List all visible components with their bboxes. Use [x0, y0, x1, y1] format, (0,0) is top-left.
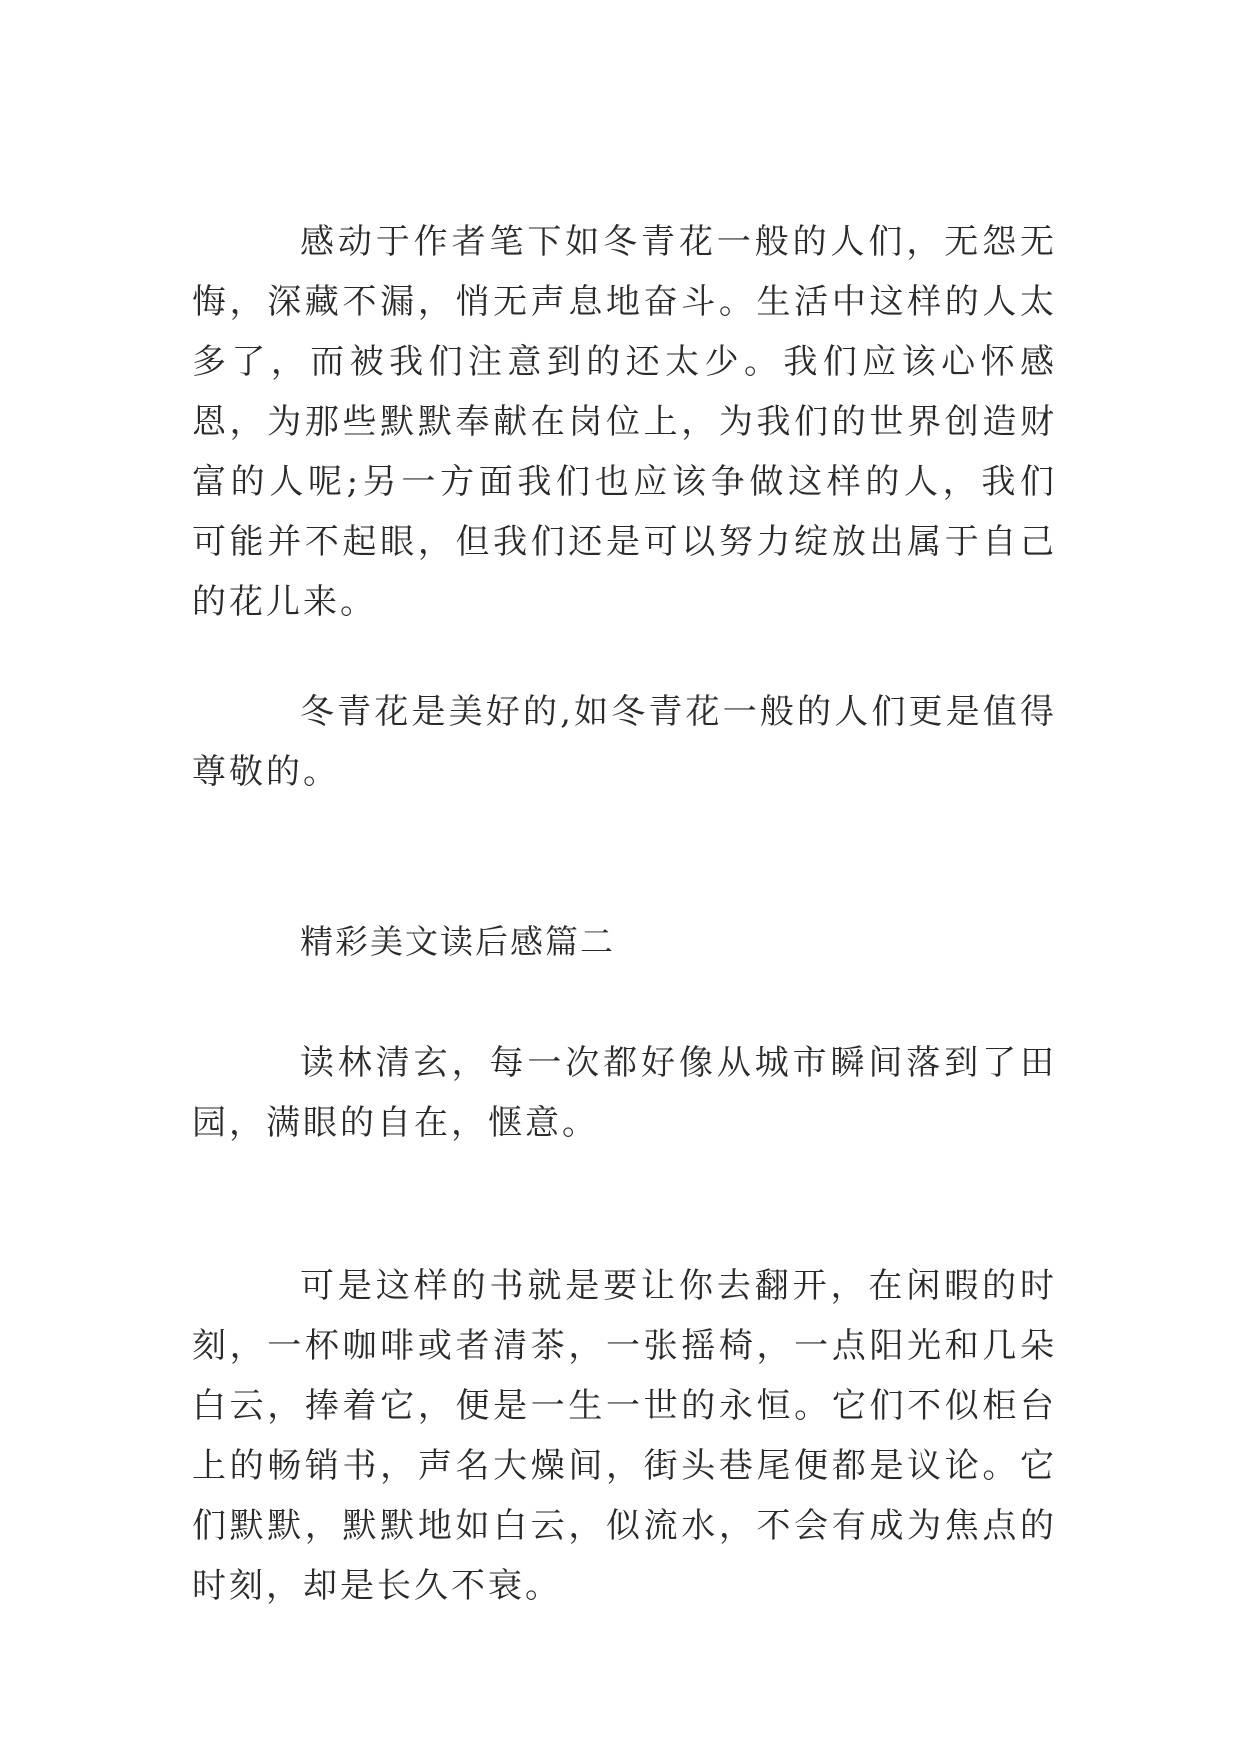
body-paragraph: 可是这样的书就是要让你去翻开，在闲暇的时刻，一杯咖啡或者清茶，一张摇椅，一点阳光和几朵白云，捧着它，便是一生一世的永恒。它们不似柜台上的畅销书，声名大燥间，街头巷尾便都是议论。它们默默，默默地如白云，似流水，不会有成为焦点的时刻，却是长久不衰。: [192, 1266, 1057, 1606]
body-paragraph: 感动于作者笔下如冬青花一般的人们，无怨无悔，深藏不漏，悄无声息地奋斗。生活中这样的人太多了，而被我们注意到的还太少。我们应该心怀感恩，为那些默默奉献在岗位上，为我们的世界创造财富的人呢;另一方面我们也应该争做这样的人，我们可能并不起眼，但我们还是可以努力绽放出属于自己的花儿来。: [192, 222, 1057, 622]
body-paragraph: 读林清玄，每一次都好像从城市瞬间落到了田园，满眼的自在，惬意。: [192, 1043, 1057, 1143]
section-heading: 精彩美文读后感篇二: [300, 922, 615, 961]
body-paragraph: 冬青花是美好的,如冬青花一般的人们更是值得尊敬的。: [192, 692, 1057, 792]
